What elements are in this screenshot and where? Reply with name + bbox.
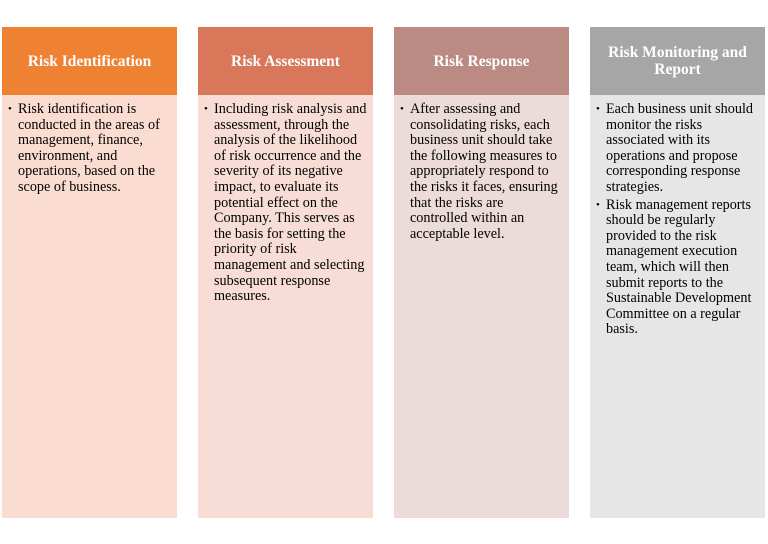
column-title: Risk Response — [433, 52, 530, 70]
bullet-icon: • — [204, 103, 208, 115]
column-header — [590, 27, 765, 95]
item-list — [596, 102, 759, 338]
bullet-icon: • — [596, 198, 600, 211]
item-text: Each business unit should monitor the risks associated with its operations and propose corresponding response strategies. — [606, 101, 753, 195]
column-risk-identification — [2, 27, 177, 518]
bullet-icon: • — [596, 103, 600, 115]
column-title: Risk Identification — [27, 52, 152, 70]
item-list — [204, 102, 367, 305]
column-risk-monitoring-and-report — [590, 27, 765, 518]
column-header — [394, 27, 569, 95]
list-item — [596, 198, 759, 338]
column-body — [590, 95, 765, 518]
column-header — [2, 27, 177, 95]
item-text: Risk identification is conducted in the areas of management, finance, environment, and operations, based on the scope of business. — [18, 101, 160, 195]
bullet-icon: • — [8, 103, 12, 115]
column-body — [2, 95, 177, 518]
item-text: After assessing and consolidating risks, each business unit should take the following measures to appropriately respond to the risks it faces, ensuring that the risks are controlled within an acceptable level. — [410, 101, 558, 242]
list-item — [204, 102, 367, 305]
bullet-icon: • — [400, 103, 404, 115]
column-title: Risk Assessment — [231, 52, 340, 70]
column-header — [198, 27, 373, 95]
column-body — [394, 95, 569, 518]
list-item — [400, 102, 563, 242]
column-body — [198, 95, 373, 518]
item-list — [400, 102, 563, 242]
column-risk-response — [394, 27, 569, 518]
item-text: Including risk analysis and assessment, through the analysis of the likelihood of risk occurrence and the severity of its negative impact, to evaluate its potential effect on the Company. This serves as the basis for setting the priority of risk management and selecting subsequent response measures. — [214, 101, 367, 305]
column-risk-assessment — [198, 27, 373, 518]
item-text: Risk management reports should be regularly provided to the risk management execution team, which will then submit reports to the Sustainable Development Committee on a regular basis. — [606, 196, 752, 338]
list-item — [596, 102, 759, 196]
list-item — [8, 102, 171, 196]
item-list — [8, 102, 171, 196]
column-title: Risk Monitoring and Report — [608, 44, 747, 78]
